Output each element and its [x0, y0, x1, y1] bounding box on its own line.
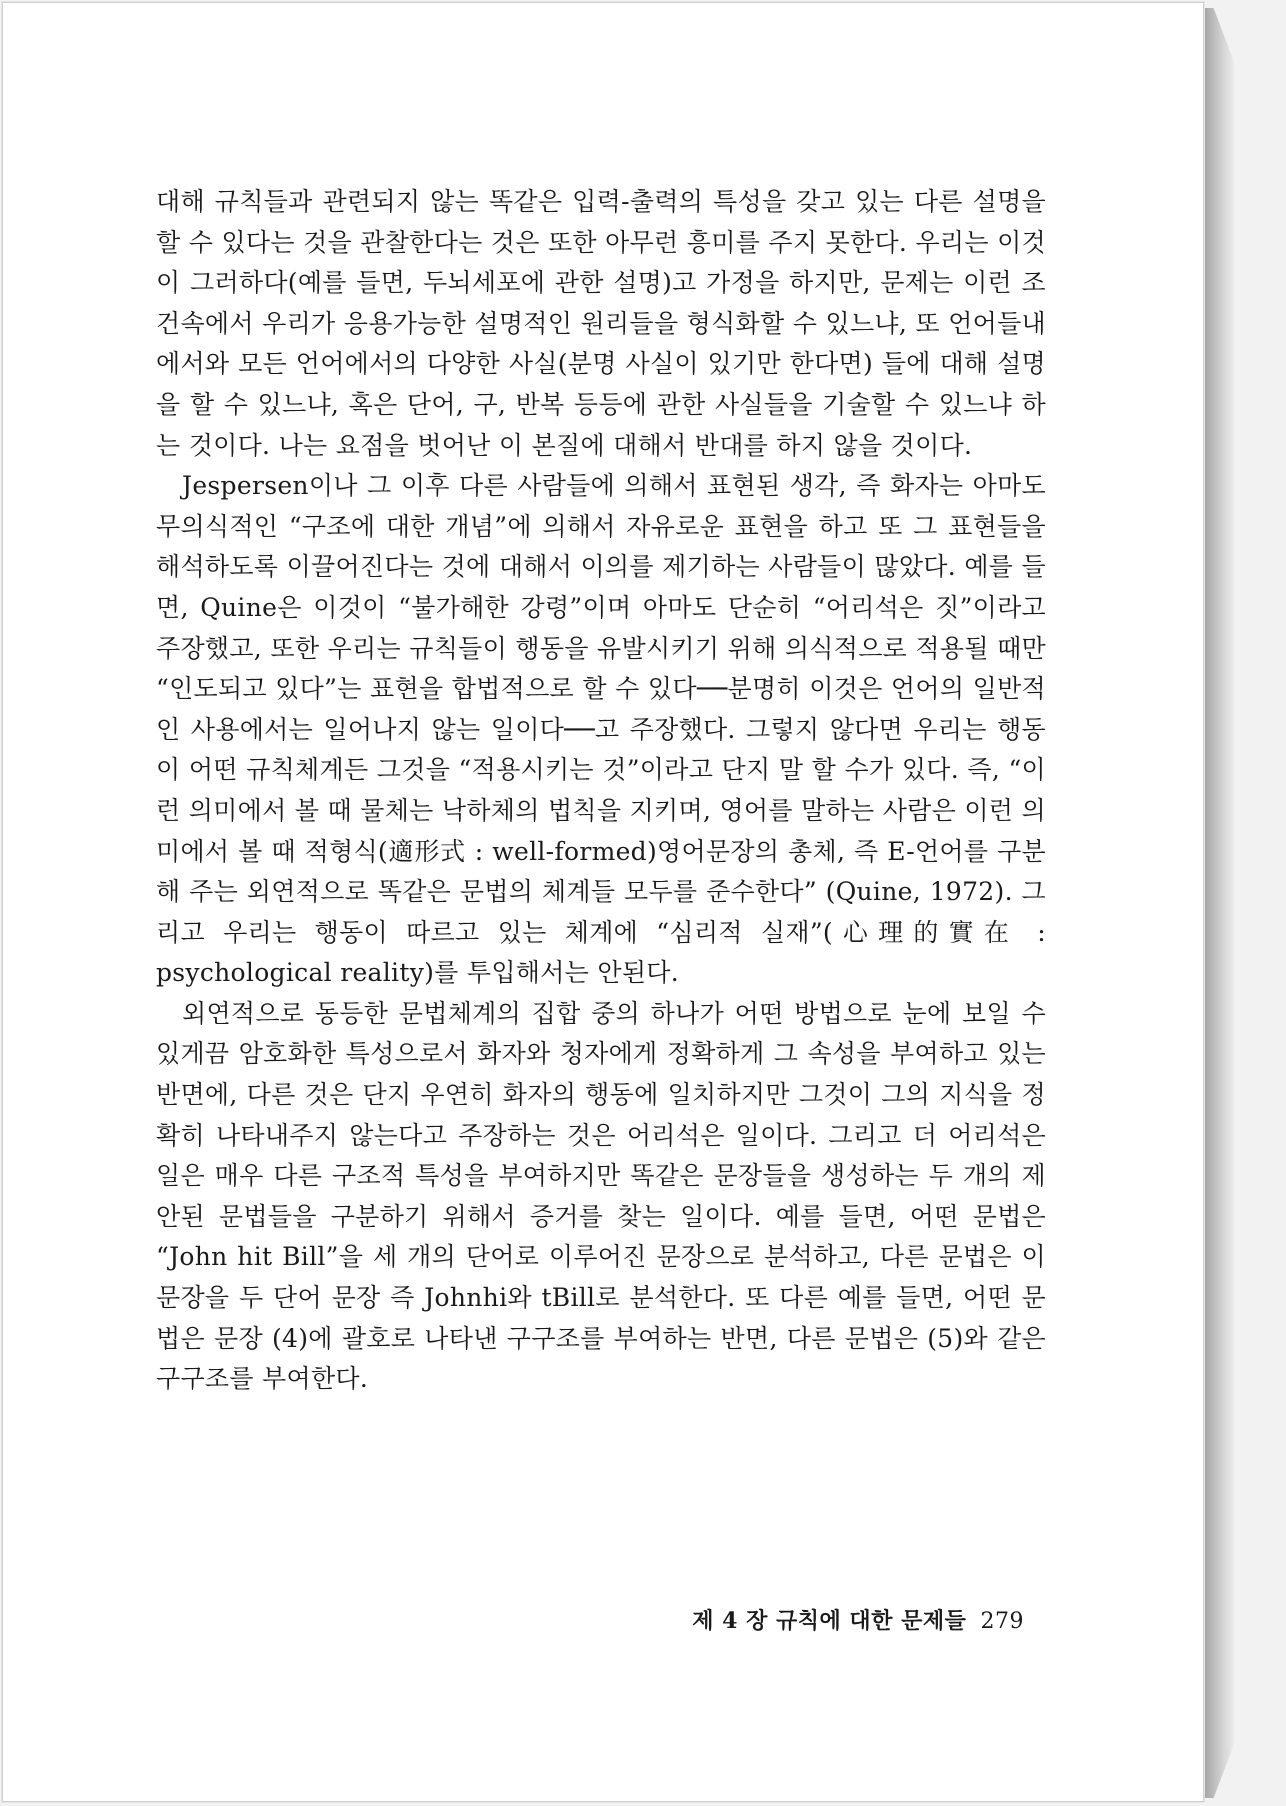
paragraph-2: Jespersen이나 그 이후 다른 사람들에 의해서 표현된 생각, 즉 화자는 아마도 무의식적인 “구조에 대한 개념”에 의해서 자유로운 표현을 하고 또 그 표현들을 해석하도록 이끌어진다는 것에 대해서 이의를 제기하는 사람들이 많았다. 예를 들면, Quine은 이것이 “불가해한 강령”이며 아마도 단순히 “어리석은 짓”이라고 주장했고, 또한 우리는 규칙들이 행동을 유발시키기 위해 의식적으로 적용될 때만 “인도되고 있다”는 표현을 합법적으로 할 수 있다──분명히 이것은 언어의 일반적인 사용에서는 일어나지 않는 일이다──고 주장했다. 그렇지 않다면 우리는 행동이 어떤 규칙체계든 그것을 “적용시키는 것”이라고 단지 말 할 수가 있다. 즉, “이런 의미에서 볼 때 물체는 낙하체의 법칙을 지키며, 영어를 말하는 사람은 이런 의미에서 볼 때 적형식(適形式 : well-formed)영어문장의 총체, 즉 E-언어를 구분해 주는 외연적으로 똑같은 문법의 체계들 모두를 준수한다” (Quine, 1972). 그리고 우리는 행동이 따르고 있는 체계에 “심리적 실재”(心理的實在 : psychological reality)를 투입해서는 안된다.	[156, 471, 1046, 988]
page-footer	[692, 1604, 1024, 1635]
book-page-edge	[1200, 8, 1234, 1798]
body-text	[156, 182, 1046, 1400]
paragraph-1: 대해 규칙들과 관련되지 않는 똑같은 입력-출력의 특성을 갖고 있는 다른 설명을 할 수 있다는 것을 관찰한다는 것은 또한 아무런 흥미를 주지 못한다. 우리는 이것이 그러하다(예를 들면, 두뇌세포에 관한 설명)고 가정을 하지만, 문제는 이런 조건속에서 우리가 응용가능한 설명적인 원리들을 형식화할 수 있느냐, 또 언어들내에서와 모든 언어에서의 다양한 사실(분명 사실이 있기만 한다면) 들에 대해 설명을 할 수 있느냐, 혹은 단어, 구, 반복 등등에 관한 사실들을 기술할 수 있느냐 하는 것이다. 나는 요점을 벗어난 이 본질에 대해서 반대를 하지 않을 것이다.	[156, 187, 1046, 460]
page-number: 279	[980, 1609, 1024, 1634]
paragraph-3: 외연적으로 동등한 문법체계의 집합 중의 하나가 어떤 방법으로 눈에 보일 수 있게끔 암호화한 특성으로서 화자와 청자에게 정확하게 그 속성을 부여하고 있는 반면에, 다른 것은 단지 우연히 화자의 행동에 일치하지만 그것이 그의 지식을 정확히 나타내주지 않는다고 주장하는 것은 어리석은 일이다. 그리고 더 어리석은 일은 매우 다른 구조적 특성을 부여하지만 똑같은 문장들을 생성하는 두 개의 제안된 문법들을 구분하기 위해서 증거를 찾는 일이다. 예를 들면, 어떤 문법은 “John hit Bill”을 세 개의 단어로 이루어진 문장으로 분석하고, 다른 문법은 이 문장을 두 단어 문장 즉 Johnhi와 tBill로 분석한다. 또 다른 예를 들면, 어떤 문법은 문장 (4)에 괄호로 나타낸 구구조를 부여하는 반면, 다른 문법은 (5)와 같은 구구조를 부여한다.	[156, 998, 1046, 1394]
running-head: 제 4 장 규칙에 대한 문제들	[692, 1608, 967, 1634]
